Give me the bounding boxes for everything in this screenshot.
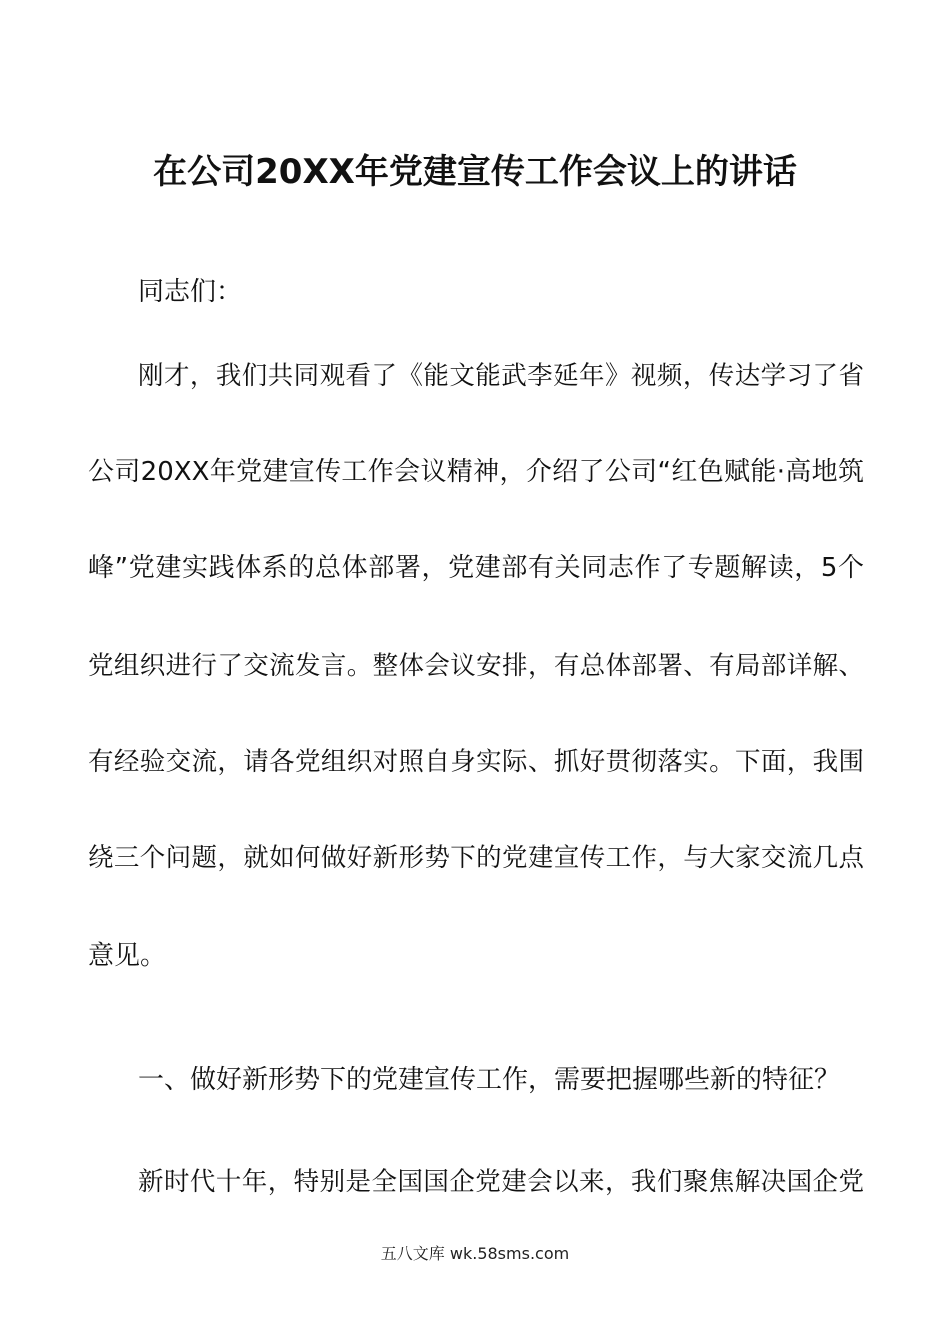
- paragraph-1-line-1: 刚才，我们共同观看了《能文能武李延年》视频，传达学习了省: [138, 361, 864, 391]
- footer-watermark: 五八文库 wk.58sms.com: [380, 1244, 570, 1263]
- document-title: 在公司20XX年党建宣传工作会议上的讲话: [153, 152, 797, 192]
- paragraph-1-line-6: 绕三个问题，就如何做好新形势下的党建宣传工作，与大家交流几点: [88, 843, 864, 873]
- paragraph-1-line-7: 意见。: [88, 941, 167, 971]
- paragraph-1-line-3: 峰”党建实践体系的总体部署，党建部有关同志作了专题解读，5个: [88, 553, 864, 583]
- paragraph-1-line-4: 党组织进行了交流发言。整体会议安排，有总体部署、有局部详解、: [88, 651, 864, 681]
- salutation: 同志们：: [138, 277, 243, 307]
- paragraph-1-line-2: 公司20XX年党建宣传工作会议精神，介绍了公司“红色赋能·高地筑: [88, 457, 864, 487]
- paragraph-1-line-5: 有经验交流，请各党组织对照自身实际、抓好贯彻落实。下面，我围: [88, 747, 864, 777]
- paragraph-2-line-1: 新时代十年，特别是全国国企党建会以来，我们聚焦解决国企党: [138, 1167, 864, 1197]
- section-heading: 一、做好新形势下的党建宣传工作，需要把握哪些新的特征？: [138, 1065, 841, 1095]
